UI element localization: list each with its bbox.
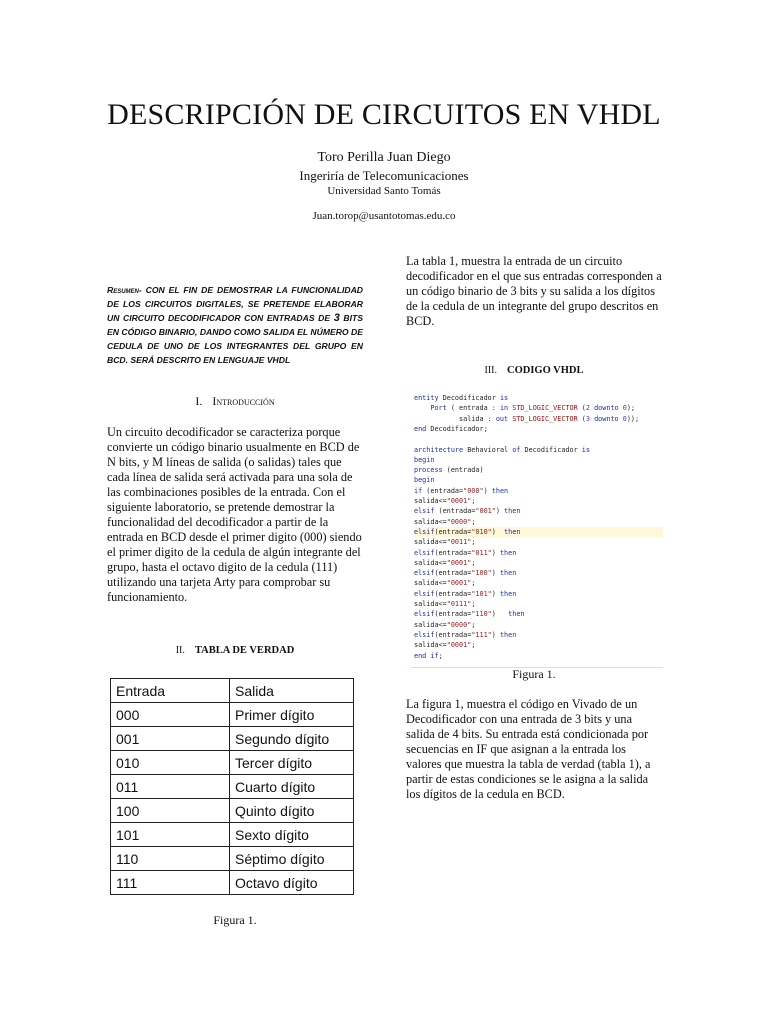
table-cell: Sexto dígito: [230, 823, 354, 847]
code-line: salida<="0111";: [414, 600, 476, 608]
code-line: begin: [414, 455, 435, 464]
code-line: salida<="0001";: [414, 641, 476, 650]
table-header-entrada: Entrada: [111, 679, 230, 703]
code-line: entity Decodificador is: [414, 394, 509, 402]
table-row: [111, 775, 354, 799]
author-department: Ingeriría de Telecomunicaciones: [299, 168, 469, 183]
section-title: Introducción: [212, 394, 275, 408]
code-line: process (entrada): [414, 466, 484, 475]
section-heading-tabla-de-verdad: [107, 642, 363, 657]
code-line: elsif (entrada="001") then: [414, 507, 521, 516]
code-caption: Figura 1.: [512, 667, 556, 681]
table-cell: Segundo dígito: [230, 727, 354, 751]
intro-paragraph: Un circuito decodificador se caracteriza porque convierte un código binario usualmente en BCD de N bits, y M líneas de salida (o salidas) tales que cada línea de salida será activada para una sola de las combinaciones posibles de la entrada. Con el siguiente laboratorio, se pretende demostrar la funcionalidad del decodificador a partir de la entrada en BCD desde el primer digito (000) siendo el primer digito de la cedula de algún integrante del grupo, hasta el octavo digito de la cedula (111) utilizando una tarjeta Arty para comprobar su funcionamiento.: [107, 425, 362, 604]
code-line: architecture Behavioral of Decodificador is: [414, 445, 590, 454]
abstract-vhdl: VHDL: [266, 355, 291, 365]
section-heading-codigo-vhdl: [406, 362, 662, 377]
section-number: III.: [484, 365, 497, 376]
author-university: Universidad Santo Tomás: [327, 185, 441, 197]
table-cell: 101: [111, 823, 230, 847]
table-cell: Cuarto dígito: [230, 775, 354, 799]
table-cell: Octavo dígito: [230, 871, 354, 895]
table-cell: Séptimo dígito: [230, 847, 354, 871]
code-line: begin: [414, 476, 435, 485]
table-cell: 100: [111, 799, 230, 823]
table-row: [111, 823, 354, 847]
code-line: salida : out STD_LOGIC_VECTOR (3 downto 0));: [414, 414, 640, 423]
author-name: Toro Perilla Juan Diego: [317, 150, 451, 165]
section-heading-introduccion: [107, 394, 363, 409]
table-header-row: [111, 679, 354, 703]
code-line: salida<="0001";: [414, 497, 476, 505]
table-row: [111, 703, 354, 727]
code-line: elsif(entrada="111") then: [414, 630, 517, 639]
section-title: CODIGO VHDL: [506, 365, 584, 376]
vhdl-code-screenshot: [411, 390, 663, 668]
code-description-paragraph: La figura 1, muestra el código en Vivado de un Decodificador con una entrada de 3 bits y una salida de 4 bits. Su entrada está condicionada por secuencias en IF que asignan a la entrada los valores que muestra la tabla de verdad (tabla 1), a partir de estas condiciones se le asigna a la salida los dígitos de la cedula en BCD.: [406, 697, 651, 801]
table-cell: 010: [111, 751, 230, 775]
author-email: Juan.torop@usantotomas.edu.co: [312, 210, 456, 222]
table-cell: Tercer dígito: [230, 751, 354, 775]
table-row: [111, 799, 354, 823]
table-row: [111, 871, 354, 895]
code-line: elsif(entrada="010") then: [414, 527, 663, 537]
code-line: salida<="0000";: [414, 517, 476, 526]
table-cell: 011: [111, 775, 230, 799]
paper-title: DESCRIPCIÓN DE CIRCUITOS EN VHDL: [107, 98, 661, 131]
table-header-salida: Salida: [230, 679, 354, 703]
abstract-text-2: BITS EN CÓDIGO BINARIO, DANDO COMO SALIDA EL NÚMERO DE CEDULA DE UNO DE LOS INTEGRANTES DEL GRUPO EN BCD. SERÁ DESCRITO EN LENGUAJE: [107, 313, 363, 365]
code-line: salida<="0000";: [414, 620, 476, 629]
abstract-text-1: CON EL FIN DE DEMOSTRAR LA FUNCIONALIDAD DE LOS CIRCUITOS DIGITALES, SE PRETENDE ELABORAR UN CIRCUITO DECODIFICADOR CON ENTRADAS DE: [107, 285, 363, 323]
code-line: elsif(entrada="011") then: [414, 548, 517, 557]
table-cell: Quinto dígito: [230, 799, 354, 823]
abstract-bits-number: 3: [333, 312, 340, 324]
code-line: elsif(entrada="110") then: [414, 610, 525, 619]
table-caption: Figura 1.: [213, 913, 257, 927]
right-intro-paragraph: La tabla 1, muestra la entrada de un circuito decodificador en el que sus entradas corresponden a un código binario de 3 bits y su salida a los dígitos de la cedula de un integrante del grupo descritos en BCD.: [406, 254, 662, 328]
table-cell: Primer dígito: [230, 703, 354, 727]
table-cell: 111: [111, 871, 230, 895]
table-row: [111, 751, 354, 775]
truth-table: [110, 678, 354, 895]
code-line: salida<="0001";: [414, 579, 476, 588]
code-line: end Decodificador;: [414, 424, 488, 433]
abstract-lead: Resumen-: [107, 285, 142, 295]
code-line: Port ( entrada : in STD_LOGIC_VECTOR (2 downto 0);: [430, 404, 636, 413]
code-line: if (entrada="000") then: [414, 486, 509, 495]
code-line: [414, 434, 663, 444]
code-line: elsif(entrada="101") then: [414, 589, 517, 598]
table-cell: 110: [111, 847, 230, 871]
code-line: salida<="0011";: [414, 538, 476, 547]
code-line: elsif(entrada="100") then: [414, 569, 517, 578]
section-title: TABLA DE VERDAD: [194, 645, 295, 656]
table-row: [111, 847, 354, 871]
code-line: salida<="0001";: [414, 558, 476, 567]
abstract: [107, 283, 363, 367]
section-number: I.: [195, 394, 203, 408]
code-line: end if;: [414, 651, 443, 660]
section-number: II.: [175, 645, 185, 656]
table-row: [111, 727, 354, 751]
table-cell: 000: [111, 703, 230, 727]
table-cell: 001: [111, 727, 230, 751]
